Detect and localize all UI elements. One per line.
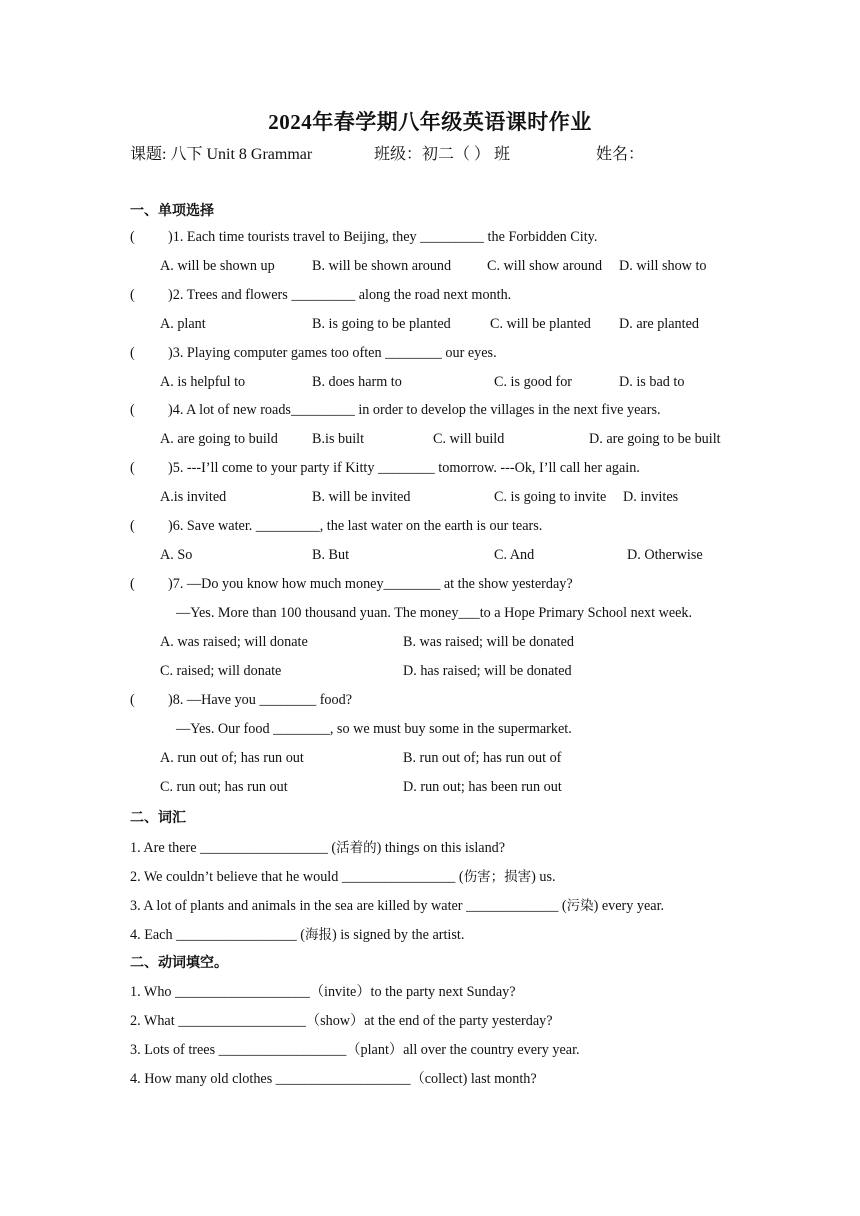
option-c: C. raised; will donate [160,663,282,679]
vocab-hint: 海报 [304,927,332,943]
question-1 [130,229,597,246]
answer-paren: ( [130,460,135,476]
question-6 [130,518,542,535]
option-d: D. are going to be built [589,431,721,447]
option-c: C. will show around [487,258,603,274]
question-stem: )2. Trees and flowers _________ along the road next month. [168,287,512,303]
option-c: C. run out; has run out [160,779,288,795]
vocab-hint: 污染 [566,898,594,914]
answer-paren: ( [130,345,135,361]
question-2 [130,287,511,304]
verb-item-2: 2. What __________________（show）at the end of the party yesterday? [130,1013,553,1029]
vocab-text: ) every year. [593,898,665,914]
verb-item-1: 1. Who ___________________（invite）to the party next Sunday? [130,984,516,1000]
vocab-text: 1. Are there __________________ ( [130,840,337,856]
option-d: D. will show to [619,258,707,274]
question-reply: —Yes. Our food ________, so we must buy some in the supermarket. [176,721,572,737]
answer-paren: ( [130,287,135,303]
option-d: D. is bad to [619,374,685,390]
question-stem: )3. Playing computer games too often ________ our eyes. [168,345,497,361]
option-c: C. is going to invite [494,489,607,505]
option-b: B. will be invited [312,489,411,505]
section-heading-verb-fill: 二、动词填空。 [130,955,228,971]
option-d: D. Otherwise [627,547,703,563]
option-b: B. does harm to [312,374,402,390]
option-a: A. is helpful to [160,374,246,390]
option-c: C. will be planted [490,316,591,332]
question-stem: )1. Each time tourists travel to Beijing, they _________ the Forbidden City. [168,229,598,245]
topic-label: 课题: 八下 Unit 8 Grammar [130,146,313,163]
question-3 [130,345,497,362]
question-8 [130,692,352,709]
option-b: B. was raised; will be donated [403,634,574,650]
question-stem: )6. Save water. _________, the last water on the earth is our tears. [168,518,543,534]
verb-item-3: 3. Lots of trees __________________（plant）all over the country every year. [130,1042,580,1058]
vocab-text: 2. We couldn’t believe that he would ________________ ( [130,869,464,885]
question-stem: )8. —Have you ________ food? [168,692,353,708]
section-heading-choice: 一、单项选择 [130,203,214,219]
vocab-hint: 活着的 [336,840,377,856]
question-stem: )4. A lot of new roads_________ in order to develop the villages in the next five years. [168,402,661,418]
answer-paren: ( [130,229,135,245]
option-b: B.is built [312,431,365,447]
header-meta [130,141,644,164]
option-a: A. run out of; has run out [160,750,304,766]
vocab-text: 4. Each _________________ ( [130,927,305,943]
option-d: D. has raised; will be donated [403,663,572,679]
verb-item-4: 4. How many old clothes ___________________（collect) last month? [130,1071,537,1087]
question-5 [130,460,640,477]
answer-paren: ( [130,518,135,534]
name-label: 姓名： [596,146,645,163]
option-a: A. are going to build [160,431,278,447]
question-reply: —Yes. More than 100 thousand yuan. The money___to a Hope Primary School next week. [176,605,693,621]
option-a: A. will be shown up [160,258,275,274]
question-4 [130,402,661,419]
option-a: A. was raised; will donate [160,634,308,650]
answer-paren: ( [130,576,135,592]
page-title: 2024年春学期八年级英语课时作业 [268,110,592,134]
option-b: B. run out of; has run out of [403,750,562,766]
option-a: A. So [160,547,193,563]
vocab-hint: 伤害；损害 [463,869,532,885]
vocab-item-1 [130,836,505,857]
option-c: C. is good for [494,374,573,390]
answer-paren: ( [130,402,135,418]
option-d: D. invites [623,489,679,505]
vocab-text: ) us. [531,869,556,885]
option-b: B. is going to be planted [312,316,451,332]
vocab-text: ) things on this island? [376,840,506,856]
vocab-text: 3. A lot of plants and animals in the sea are killed by water _____________ ( [130,898,567,914]
vocab-text: ) is signed by the artist. [331,927,465,943]
section-heading-vocabulary: 二、词汇 [130,810,186,826]
option-d: D. run out; has been run out [403,779,562,795]
vocab-item-2 [130,865,556,886]
option-c: C. And [494,547,535,563]
answer-paren: ( [130,692,135,708]
option-b: B. will be shown around [312,258,452,274]
question-7 [130,576,573,593]
class-label: 班级：初二（ ） 班 [374,146,511,163]
option-a: A.is invited [160,489,227,505]
vocab-item-4 [130,923,464,944]
option-b: B. But [312,547,350,563]
question-stem: )5. ---I’ll come to your party if Kitty ________ tomorrow. ---Ok, I’ll call her again. [168,460,640,476]
vocab-item-3 [130,894,664,915]
option-c: C. will build [433,431,505,447]
option-d: D. are planted [619,316,699,332]
question-stem: )7. —Do you know how much money________ at the show yesterday? [168,576,573,592]
option-a: A. plant [160,316,206,332]
